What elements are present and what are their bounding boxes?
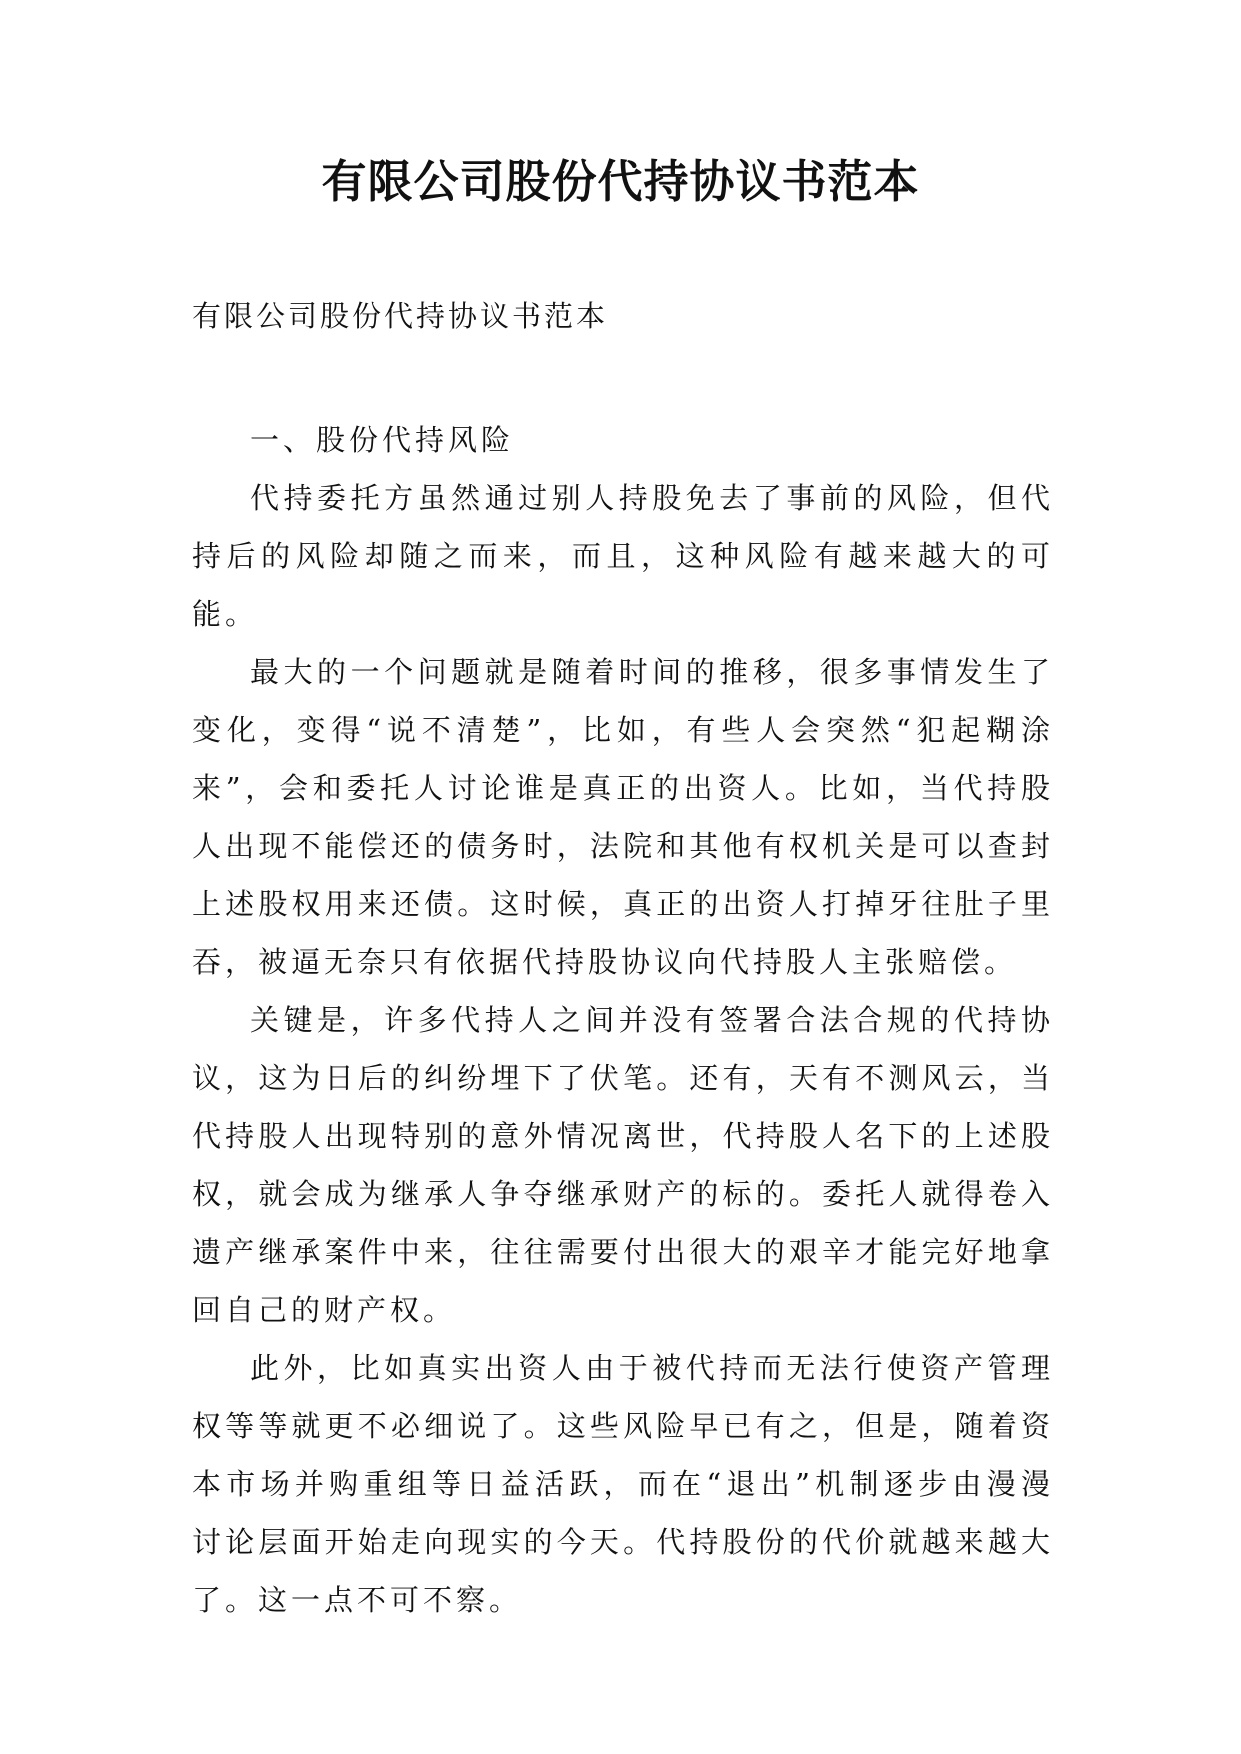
paragraph: 代持委托方虽然通过别人持股免去了事前的风险，但代持后的风险却随之而来，而且，这种风险有越来越大的可能。 (192, 481, 1054, 631)
document-body (192, 411, 1054, 1629)
paragraph: 关键是，许多代持人之间并没有签署合法合规的代持协议，这为日后的纠纷埋下了伏笔。还有，天有不测风云，当代持股人出现特别的意外情况离世，代持股人名下的上述股权，就会成为继承人争夺继承财产的标的。委托人就得卷入遗产继承案件中来，往往需要付出很大的艰辛才能完好地拿回自己的财产权。 (192, 1003, 1054, 1327)
paragraph: 最大的一个问题就是随着时间的推移，很多事情发生了变化，变得“说不清楚”，比如，有些人会突然“犯起糊涂来”，会和委托人讨论谁是真正的出资人。比如，当代持股人出现不能偿还的债务时，法院和其他有权机关是可以查封上述股权用来还债。这时候，真正的出资人打掉牙往肚子里吞，被逼无奈只有依据代持股协议向代持股人主张赔偿。 (192, 655, 1054, 979)
section-heading: 一、股份代持风险 (250, 423, 515, 457)
document-title: 有限公司股份代持协议书范本 (321, 155, 920, 208)
document-subtitle: 有限公司股份代持协议书范本 (192, 299, 609, 333)
paragraph: 此外，比如真实出资人由于被代持而无法行使资产管理权等等就更不必细说了。这些风险早已有之，但是，随着资本市场并购重组等日益活跃，而在“退出”机制逐步由漫漫讨论层面开始走向现实的今天。代持股份的代价就越来越大了。这一点不可不察。 (192, 1351, 1054, 1617)
